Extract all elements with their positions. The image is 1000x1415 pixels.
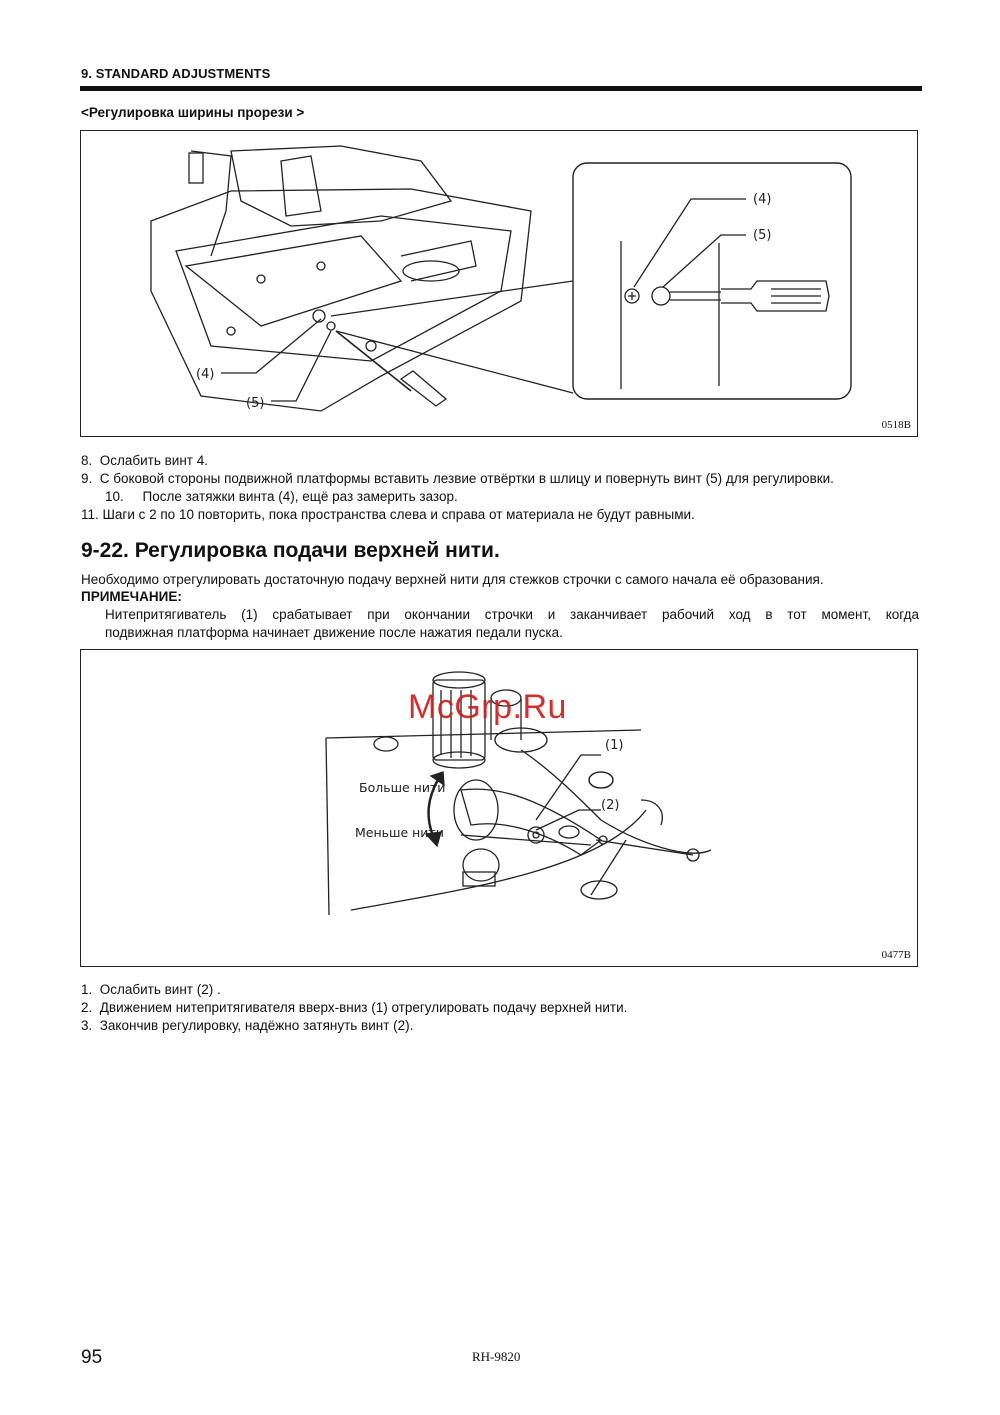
- note-line-2: подвижная платформа начинает движение после нажатия педали пуска.: [105, 625, 563, 640]
- section-title: 9-22. Регулировка подачи верхней нити.: [81, 539, 500, 562]
- section-header: 9. STANDARD ADJUSTMENTS: [81, 66, 271, 81]
- list-item: 11. Шаги с 2 по 10 повторить, пока пространства слева и справа от материала не будут равными.: [81, 507, 695, 522]
- subsection-title: <Регулировка ширины прорези >: [81, 105, 305, 120]
- watermark: McGrp.Ru: [408, 688, 567, 726]
- figure-code: 0477B: [881, 949, 911, 961]
- callout-1: (1): [605, 738, 624, 753]
- list-item: 3. Закончив регулировку, надёжно затянуть винт (2).: [81, 1018, 414, 1033]
- inset-callout-4: (4): [753, 192, 772, 207]
- intro-paragraph: Необходимо отрегулировать достаточную подачу верхней нити для стежков строчки с самого начала её образования.: [81, 572, 824, 587]
- callout-4: (4): [196, 367, 215, 382]
- note-line-1: Нитепритягиватель (1) срабатывает при окончании строчки и заканчивает рабочий ход в тот момент, когда: [105, 607, 919, 622]
- label-less-thread: Меньше нити: [355, 825, 444, 840]
- callout-2: (2): [601, 798, 620, 813]
- model-number: RH-9820: [472, 1349, 521, 1364]
- inset-callout-5: (5): [753, 228, 772, 243]
- list-item: 10. После затяжки винта (4), ещё раз замерить зазор.: [105, 489, 458, 504]
- figure-code: 0518B: [881, 419, 911, 431]
- figure-slot-width: [80, 130, 918, 437]
- callout-5: (5): [246, 396, 265, 411]
- list-item: 1. Ослабить винт (2) .: [81, 982, 221, 997]
- list-item: 9. С боковой стороны подвижной платформы вставить лезвие отвёртки в шлицу и повернуть винт (5) для регулировки.: [81, 471, 834, 486]
- note-label: ПРИМЕЧАНИЕ:: [81, 589, 182, 604]
- list-item: 8. Ослабить винт 4.: [81, 453, 208, 468]
- list-item: 2. Движением нитепритягивателя вверх-вниз (1) отрегулировать подачу верхней нити.: [81, 1000, 628, 1015]
- label-more-thread: Больше нити: [359, 780, 446, 795]
- header-rule: [80, 86, 922, 91]
- slot-width-illustration: [81, 131, 917, 436]
- page-number: 95: [81, 1347, 103, 1368]
